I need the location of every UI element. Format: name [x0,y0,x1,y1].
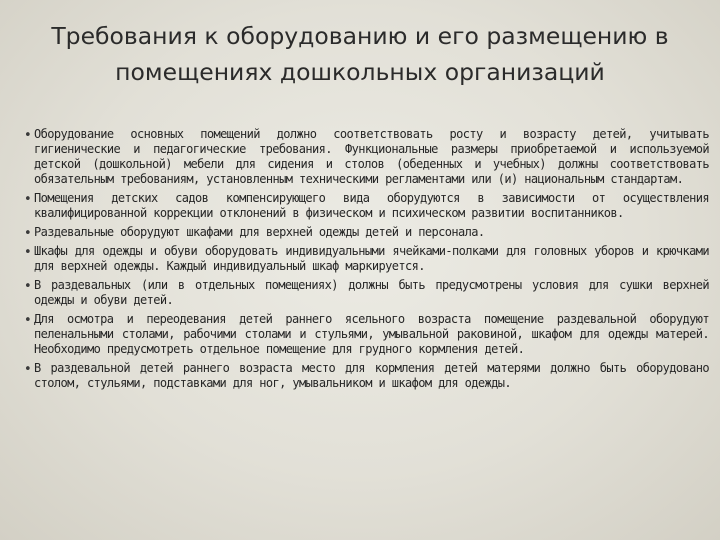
bullet-point-icon: • [24,313,32,328]
bullet-text: Оборудование основных помещений должно соответствовать росту и возрасту детей, учитывать гигиенические и педагогические требования. Функциональные размеры приобретаемой и используемой детской (дошкольной) мебели для сидения и столов (обеденных и учебных) должны соответствовать обязательным требованиям, установленным техническими регламентами или (и) национальным стандартам. [34,127,709,186]
bullet-text: Раздевальные оборудуют шкафами для верхней одежды детей и персонала. [34,225,485,239]
bullet-text: В раздевальной детей раннего возраста место для кормления детей матерями должно быть оборудовано столом, стульями, подставками для ног, умывальником и шкафом для одежды. [34,361,709,390]
bullet-text: Помещения детских садов компенсирующего вида оборудуются в зависимости от осуществления квалифицированной коррекции отклонений в физическом и психическом развитии воспитанников. [34,191,709,220]
bullet-item [24,312,709,357]
bullet-text: Шкафы для одежды и обуви оборудовать индивидуальными ячейками-полками для головных уборов и крючками для верхней одежды. Каждый индивидуальный шкаф маркируется. [34,244,709,273]
bullet-item [24,127,709,187]
bullet-item [24,191,709,221]
bullet-point-icon: • [24,128,32,143]
bullet-item [24,361,709,391]
bullet-item [24,244,709,274]
bullet-point-icon: • [24,279,32,294]
bullet-item [24,278,709,308]
bullet-item [24,225,709,240]
slide-title: Требования к оборудованию и его размещению в помещениях дошкольных организаций [51,22,669,86]
bullet-point-icon: • [24,362,32,377]
bullet-point-icon: • [24,192,32,207]
bullet-text: Для осмотра и переодевания детей раннего ясельного возраста помещение раздевальной оборудуют пеленальными столами, рабочими столами и стульями, умывальной раковиной, шкафом для одежды матерей. Необходимо предусмотреть отдельное помещение для грудного кормления детей. [34,312,709,356]
bullet-text: В раздевальных (или в отдельных помещениях) должны быть предусмотрены условия для сушки верхней одежды и обуви детей. [34,278,709,307]
bullet-point-icon: • [24,245,32,260]
bullet-list [24,127,709,395]
bullet-point-icon: • [24,226,32,241]
